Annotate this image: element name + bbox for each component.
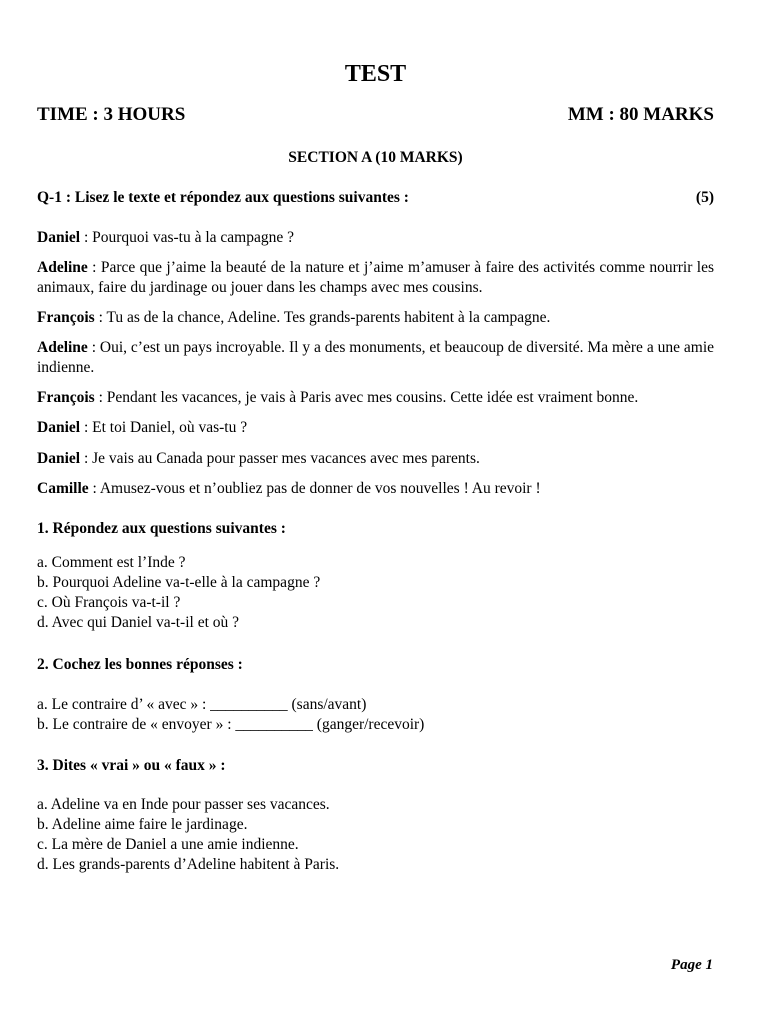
list-item: c. Où François va-t-il ? [37, 594, 181, 611]
list-item: b. Adeline aime faire le jardinage. [37, 816, 248, 833]
dialogue-line [37, 449, 714, 469]
list-item: c. La mère de Daniel a une amie indienne. [37, 836, 299, 853]
dialogue-text: : Parce que j’aime la beauté de la nature et j’aime m’amuser à faire des activités comme nourrir les animaux, faire du jardinage ou jouer dans les champs avec mes cousins. [37, 259, 714, 296]
dialogue-text: : Pendant les vacances, je vais à Paris avec mes cousins. Cette idée est vraiment bonne. [94, 389, 639, 406]
part3-block [37, 756, 714, 776]
speaker-name: Daniel [37, 419, 81, 436]
dialogue-text: : Je vais au Canada pour passer mes vacances avec mes parents. [80, 450, 480, 467]
dialogue-line [37, 228, 714, 248]
list-item: a. Le contraire d’ « avec » : __________ (sans/avant) [37, 696, 367, 713]
list-item: a. Adeline va en Inde pour passer ses vacances. [37, 796, 330, 813]
list-item: b. Le contraire de « envoyer » : __________ (ganger/recevoir) [37, 716, 425, 733]
part2-heading: 2. Cochez les bonnes réponses : [37, 656, 243, 673]
part3-heading: 3. Dites « vrai » ou « faux » : [37, 757, 226, 774]
dialogue-line [37, 308, 714, 328]
list-item: a. Comment est l’Inde ? [37, 554, 186, 571]
speaker-name: Camille [37, 480, 89, 497]
dialogue-line [37, 388, 714, 408]
part2-block [37, 655, 714, 675]
dialogue-line [37, 338, 714, 378]
part1-block [37, 519, 714, 539]
question-label: Q-1 : Lisez le texte et répondez aux questions suivantes : [37, 189, 409, 206]
dialogue-line [37, 418, 714, 438]
dialogue-text: : Pourquoi vas-tu à la campagne ? [80, 229, 294, 246]
speaker-name: François [37, 309, 95, 326]
part2-list [37, 695, 714, 735]
dialogue-line [37, 479, 714, 499]
dialogue-line [37, 258, 714, 298]
exam-meta [37, 103, 714, 127]
question-header [37, 188, 714, 208]
speaker-name: Adeline [37, 259, 88, 276]
section-title: SECTION A (10 MARKS) [288, 149, 463, 166]
part1-heading: 1. Répondez aux questions suivantes : [37, 520, 286, 537]
time-label: TIME : 3 HOURS [37, 104, 186, 125]
part1-list [37, 553, 714, 633]
list-item: b. Pourquoi Adeline va-t-elle à la campagne ? [37, 574, 321, 591]
speaker-name: Daniel [37, 229, 81, 246]
list-item: d. Avec qui Daniel va-t-il et où ? [37, 614, 240, 631]
speaker-name: François [37, 389, 95, 406]
dialogue-text: : Oui, c’est un pays incroyable. Il y a des monuments, et beaucoup de diversité. Ma mère a une amie indienne. [37, 339, 714, 376]
marks-label: MM : 80 MARKS [567, 104, 714, 125]
dialogue-text: : Amusez-vous et n’oubliez pas de donner de vos nouvelles ! Au revoir ! [88, 480, 541, 497]
dialogue-text: : Tu as de la chance, Adeline. Tes grands-parents habitent à la campagne. [94, 309, 551, 326]
question-marks: (5) [695, 189, 714, 206]
list-item: d. Les grands-parents d’Adeline habitent à Paris. [37, 856, 340, 873]
dialogue-text: : Et toi Daniel, où vas-tu ? [80, 419, 248, 436]
page-title: TEST [344, 61, 407, 87]
speaker-name: Daniel [37, 450, 81, 467]
page-number: Page 1 [670, 957, 713, 973]
speaker-name: Adeline [37, 339, 88, 356]
part3-list [37, 795, 714, 875]
